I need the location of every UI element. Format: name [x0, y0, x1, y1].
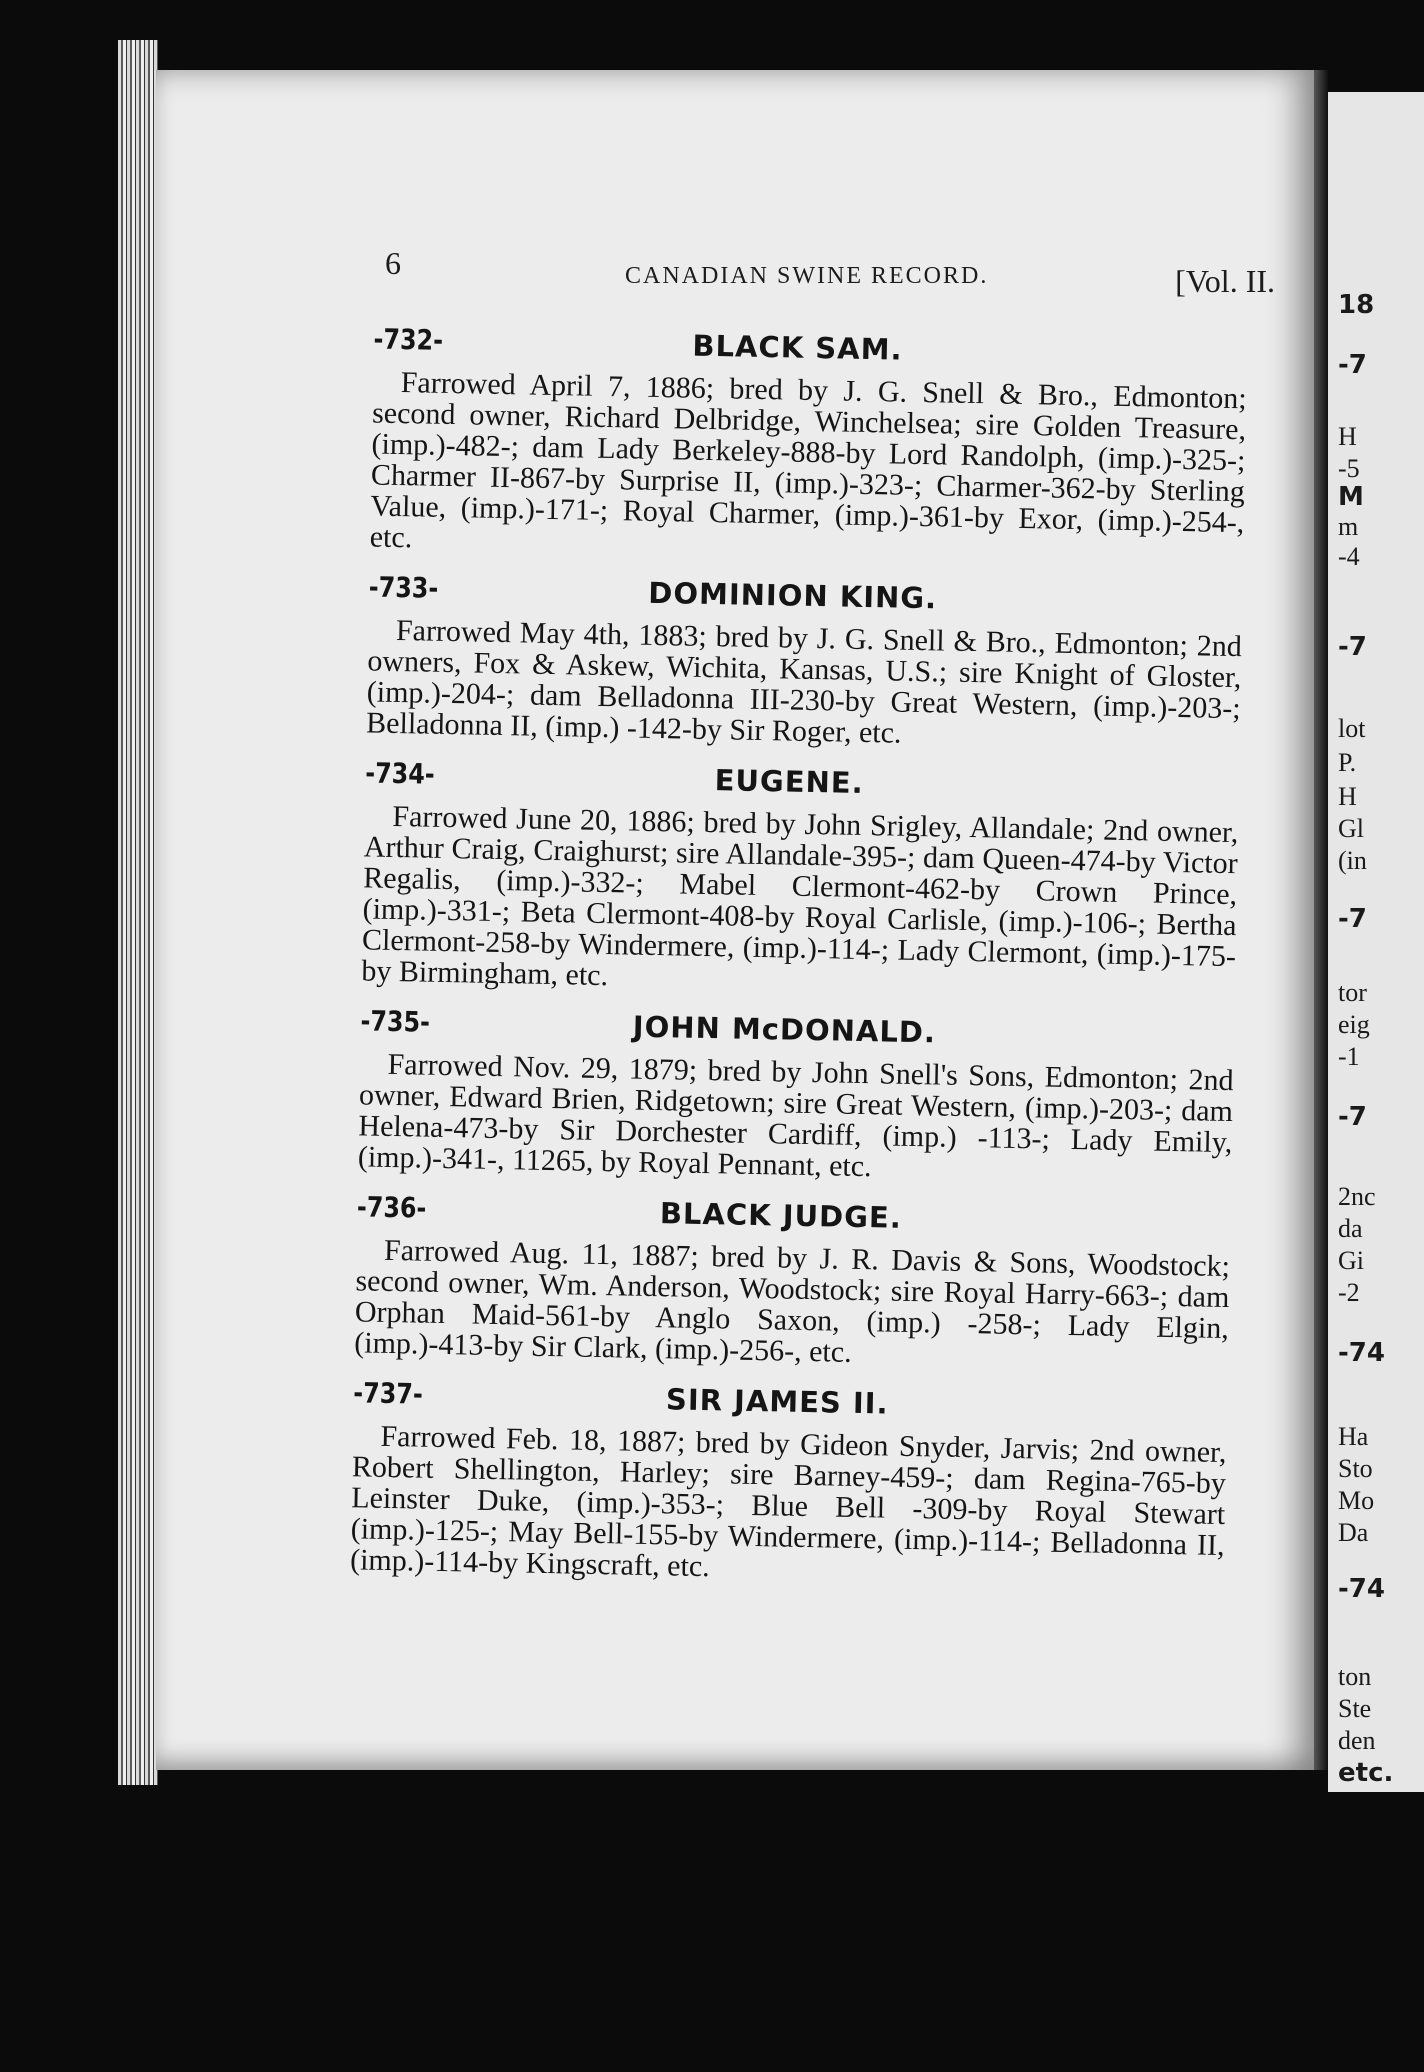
- pedigree-text: Farrowed April 7, 1886; bred by J. G. Snell & Bro., Edmonton; second owner, Richard Delbridge, Winchelsea; sire Golden Treasure, (imp.)-482-; dam Lady Berkeley-888-by Lord Randolph, (imp.)-325-; Charmer II-867-by Surprise II, (imp.)-323-; Charmer-362-by Sterling Value, (imp.)-171-; Royal Charmer, (imp.)-361-by Exor, (imp.)-254-, etc.: [369, 366, 1247, 555]
- registration-number: -736-: [356, 1190, 427, 1225]
- record-entry: [328, 1186, 1231, 1375]
- facing-fragment: m: [1338, 512, 1359, 541]
- facing-fragment: -7: [1338, 1102, 1367, 1132]
- facing-fragment: -74: [1338, 1574, 1385, 1604]
- pedigree-text: Farrowed June 20, 1886; bred by John Srigley, Allandale; 2nd owner, Arthur Craig, Craighurst; sire Allandale-395-; dam Queen-474-by Victor Regalis, (imp.)-332-; Mabel Clermont-462-by Crown Prince, (imp.)-331-; Beta Clermont-408-by Royal Carlisle, (imp.)-106-; Bertha Clermont-258-by Windermere, (imp.)-114-; Lady Clermont, (imp.)-175-by Birmingham, etc.: [361, 799, 1239, 993]
- animal-name: DOMINION KING.: [648, 575, 938, 616]
- facing-fragment: Sto: [1338, 1454, 1373, 1483]
- facing-fragment: M: [1338, 482, 1364, 512]
- facing-fragment: P.: [1338, 748, 1357, 777]
- facing-fragment: -7: [1338, 904, 1367, 934]
- pedigree-text: Farrowed May 4th, 1883; bred by J. G. Snell & Bro., Edmonton; 2nd owners, Fox & Askew, Wichita, Kansas, U.S.; sire Knight of Gloster, (imp.)-204-; dam Belladonna III-230-by Great Western, (imp.)-203-; Belladonna II, (imp.) -142-by Sir Roger, etc.: [365, 613, 1243, 750]
- facing-fragment: H: [1338, 422, 1357, 451]
- facing-fragment: Ste: [1338, 1694, 1372, 1723]
- record-entry: [332, 1000, 1235, 1189]
- record-entry: [340, 566, 1243, 755]
- facing-fragment: tor: [1338, 978, 1367, 1007]
- record-entry: [324, 1372, 1228, 1592]
- page-number: 6: [385, 245, 401, 281]
- book-gutter: [1314, 70, 1328, 1770]
- facing-fragment: den: [1338, 1726, 1376, 1755]
- facing-fragment: -4: [1338, 542, 1360, 571]
- facing-fragment: 2nc: [1338, 1182, 1376, 1211]
- registration-number: -734-: [364, 756, 436, 791]
- facing-fragment: -7: [1338, 632, 1367, 662]
- record-entries: [324, 318, 1248, 1606]
- facing-fragment: da: [1338, 1214, 1363, 1243]
- pedigree-text: Farrowed Feb. 18, 1887; bred by Gideon Snyder, Jarvis; 2nd owner, Robert Shellington, Harley; sire Barney-459-; dam Regina-765-by Leinster Duke, (imp.)-353-; Blue Bell -309-by Royal Stewart (imp.)-125-; May Bell-155-by Windermere, (imp.)-114-; Belladonna II, (imp.)-114-by Kingscraft, etc.: [349, 1419, 1227, 1584]
- facing-fragment: H: [1338, 782, 1357, 811]
- facing-fragment: Gi: [1338, 1246, 1364, 1275]
- facing-fragment: -1: [1338, 1042, 1360, 1071]
- facing-fragment: lot: [1338, 714, 1366, 743]
- facing-fragment: Da: [1338, 1518, 1369, 1547]
- animal-name: SIR JAMES II.: [665, 1382, 889, 1421]
- facing-fragment: (in: [1338, 846, 1367, 875]
- facing-fragment: etc.: [1338, 1758, 1394, 1788]
- facing-fragment: Ha: [1338, 1422, 1369, 1451]
- animal-name: JOHN McDONALD.: [632, 1009, 937, 1050]
- animal-name: BLACK JUDGE.: [659, 1196, 903, 1235]
- record-entry: [344, 318, 1248, 569]
- animal-name: EUGENE.: [714, 763, 865, 800]
- facing-fragment: -2: [1338, 1278, 1360, 1307]
- facing-fragment: 18: [1338, 290, 1375, 320]
- facing-fragment: ton: [1338, 1662, 1372, 1691]
- animal-name: BLACK SAM.: [692, 328, 903, 367]
- facing-fragment: Mo: [1338, 1486, 1375, 1515]
- registration-number: -733-: [368, 570, 439, 605]
- facing-fragment: -74: [1338, 1338, 1385, 1368]
- facing-page-edge: [1328, 92, 1424, 1792]
- registration-number: -735-: [360, 1004, 431, 1039]
- facing-fragment: eig: [1338, 1010, 1370, 1039]
- registration-number: -737-: [353, 1376, 424, 1411]
- facing-fragment: -7: [1338, 350, 1367, 380]
- pedigree-text: Farrowed Aug. 11, 1887; bred by J. R. Davis & Sons, Woodstock; second owner, Wm. Anderson, Woodstock; sire Royal Harry-663-; dam Orphan Maid-561-by Anglo Saxon, (imp.) -258-; Lady Elgin, (imp.)-413-by Sir Clark, (imp.)-256-, etc.: [354, 1233, 1231, 1369]
- facing-fragment: -5: [1338, 454, 1360, 483]
- page-stack-edge: [118, 40, 158, 1785]
- registration-number: -732-: [373, 322, 444, 357]
- page-header: [385, 245, 1275, 299]
- pedigree-text: Farrowed Nov. 29, 1879; bred by John Snell's Sons, Edmonton; 2nd owner, Edward Brien, Ridgetown; sire Great Western, (imp.)-203-; dam Helena-473-by Sir Dorchester Cardiff, (imp.) -113-; Lady Emily, (imp.)-341-, 11265, by Royal Pennant, etc.: [357, 1047, 1234, 1184]
- record-entry: [335, 752, 1239, 1003]
- facing-fragment: Gl: [1338, 814, 1364, 843]
- volume-label: [Vol. II.: [1175, 263, 1275, 299]
- running-title: CANADIAN SWINE RECORD.: [625, 263, 989, 289]
